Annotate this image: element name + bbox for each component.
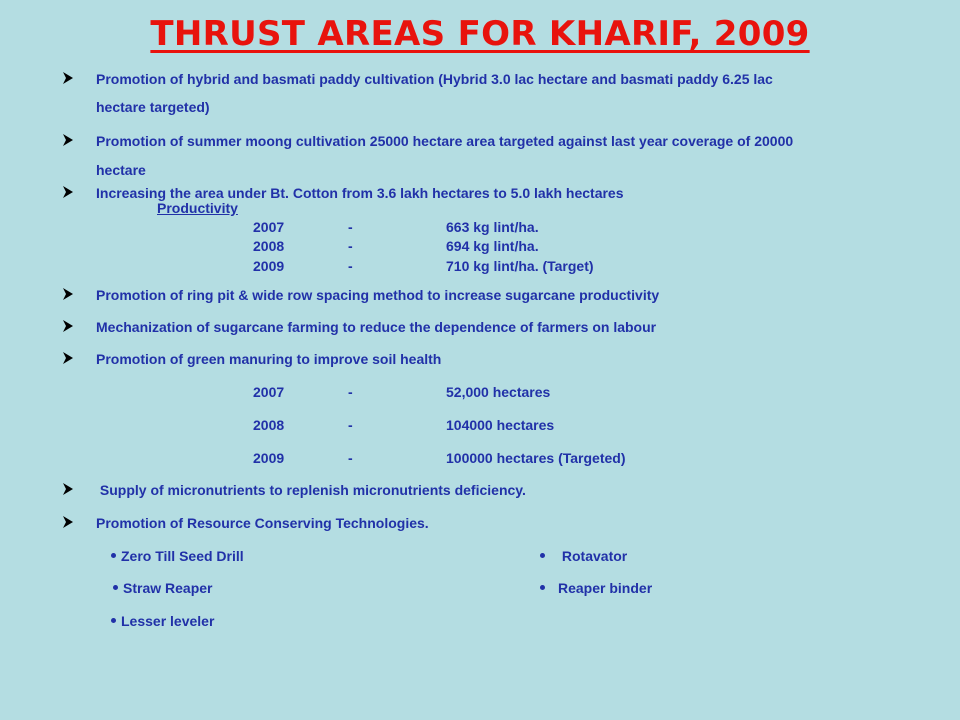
list-item: Zero Till Seed Drill <box>121 548 244 564</box>
arrow-bullet-icon <box>62 515 74 529</box>
dot-bullet-icon <box>113 585 118 590</box>
arrow-bullet-icon <box>62 133 74 147</box>
list-item: Lesser leveler <box>121 613 215 629</box>
productivity-heading: Productivity <box>157 200 238 216</box>
arrow-bullet-icon <box>62 351 74 365</box>
list-item: Rotavator <box>558 548 628 564</box>
arrow-bullet-icon <box>62 185 74 199</box>
arrow-bullet-icon <box>62 71 74 85</box>
arrow-bullet-icon <box>62 319 74 333</box>
table-cell-sep: - <box>348 219 353 235</box>
page-title: THRUST AREAS FOR KHARIF, 2009 <box>150 14 810 54</box>
bullet-text: hectare <box>96 162 146 178</box>
table-cell-sep: - <box>348 258 353 274</box>
dot-bullet-icon <box>540 585 545 590</box>
table-cell-value: 100000 hectares (Targeted) <box>446 450 626 466</box>
table-cell-year: 2007 <box>253 384 285 400</box>
list-item: Straw Reaper <box>123 580 213 596</box>
bullet-text: Increasing the area under Bt. Cotton from 3.6 lakh hectares to 5.0 lakh hectares <box>96 185 624 201</box>
arrow-bullet-icon <box>62 482 74 496</box>
dot-bullet-icon <box>540 553 545 558</box>
table-cell-value: 694 kg lint/ha. <box>446 238 539 254</box>
table-cell-sep: - <box>348 384 353 400</box>
table-cell-year: 2009 <box>253 450 285 466</box>
bullet-text: Promotion of ring pit & wide row spacing method to increase sugarcane productivity <box>96 287 660 303</box>
list-item: Reaper binder <box>558 580 653 596</box>
table-cell-sep: - <box>348 450 353 466</box>
table-cell-sep: - <box>348 417 353 433</box>
table-cell-sep: - <box>348 238 353 254</box>
arrow-bullet-icon <box>62 287 74 301</box>
table-cell-year: 2008 <box>253 417 285 433</box>
bullet-text: Promotion of summer moong cultivation 25000 hectare area targeted against last year coverage of 20000 <box>96 133 794 149</box>
dot-bullet-icon <box>111 618 116 623</box>
bullet-text: Promotion of hybrid and basmati paddy cultivation (Hybrid 3.0 lac hectare and basmati paddy 6.25 lac <box>96 71 773 87</box>
table-cell-value: 663 kg lint/ha. <box>446 219 539 235</box>
dot-bullet-icon <box>111 553 116 558</box>
table-cell-value: 104000 hectares <box>446 417 555 433</box>
bullet-text: Supply of micronutrients to replenish micronutrients deficiency. <box>96 482 526 498</box>
table-cell-year: 2007 <box>253 219 285 235</box>
table-cell-year: 2009 <box>253 258 285 274</box>
bullet-text: hectare targeted) <box>96 99 210 115</box>
bullet-text: Promotion of green manuring to improve soil health <box>96 351 442 367</box>
table-cell-value: 52,000 hectares <box>446 384 551 400</box>
table-cell-year: 2008 <box>253 238 285 254</box>
bullet-text: Mechanization of sugarcane farming to reduce the dependence of farmers on labour <box>96 319 657 335</box>
bullet-text: Promotion of Resource Conserving Technologies. <box>96 515 429 531</box>
table-cell-value: 710 kg lint/ha. (Target) <box>446 258 594 274</box>
